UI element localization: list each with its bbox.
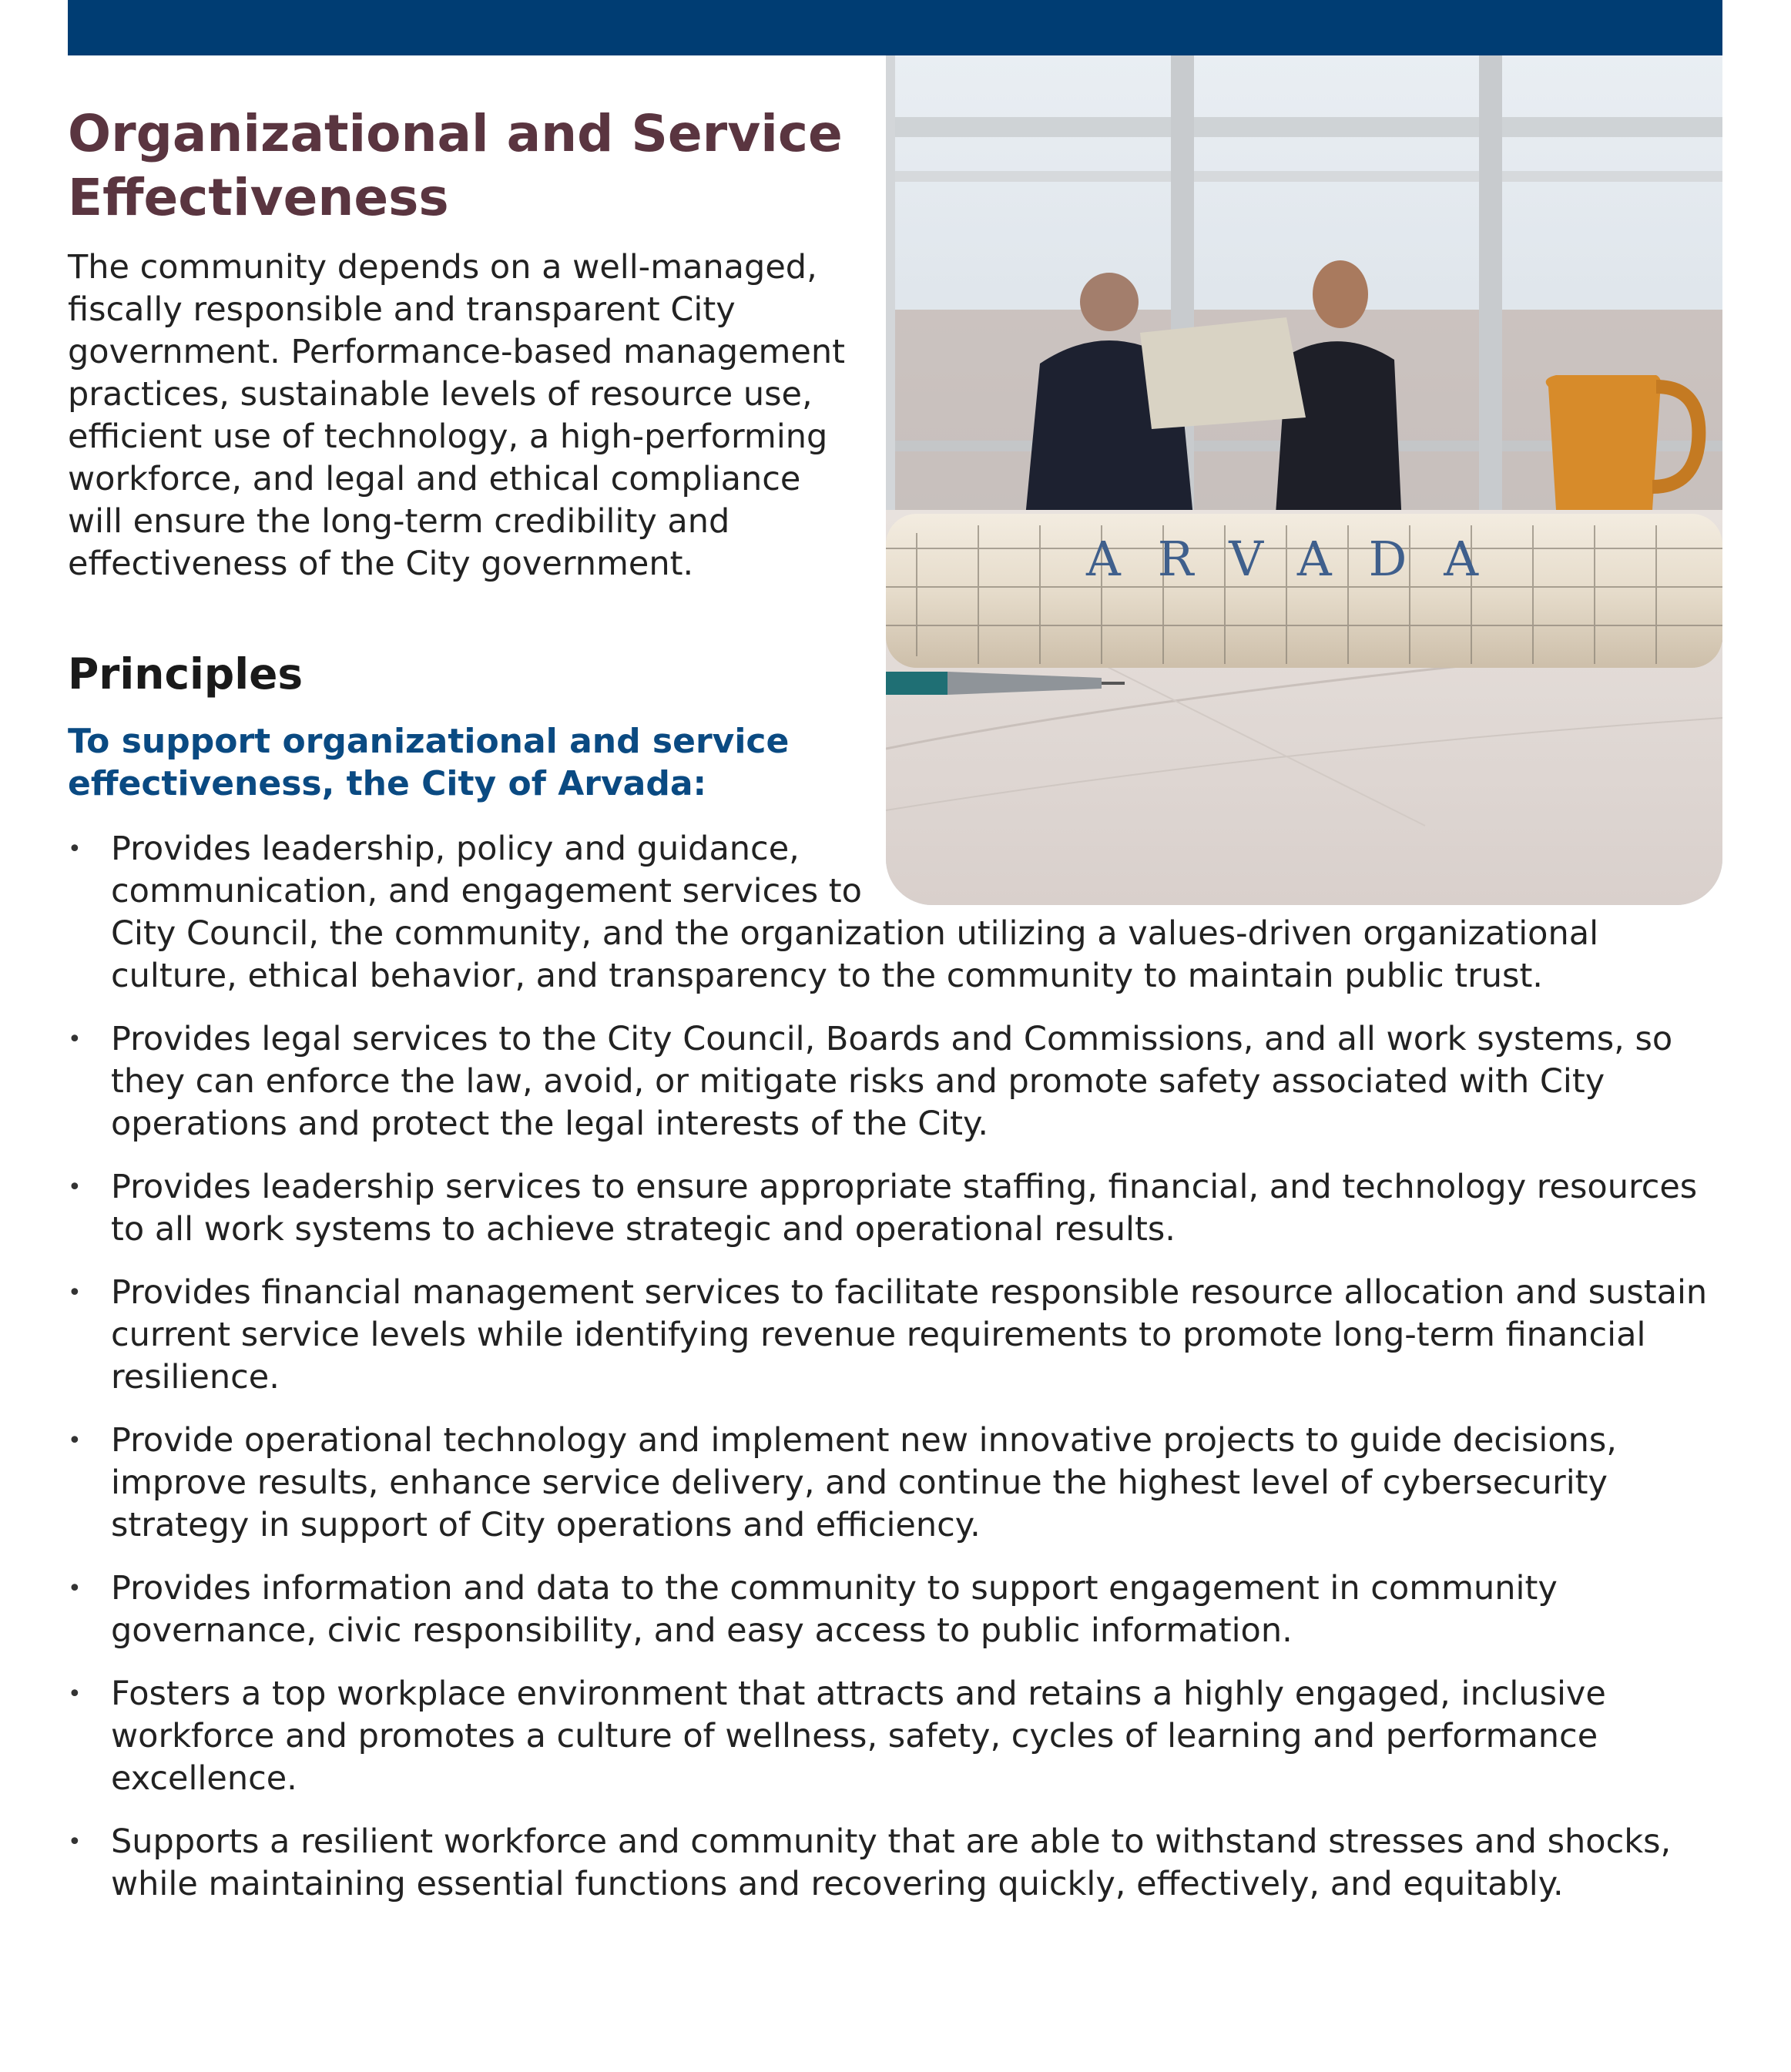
principle-item-4: • Provides financial management services to facilitate responsible resource allocation and sustain current service levels while identifying revenue requirements to promote long-term financial resilience. xyxy=(68,1272,1724,1399)
principles-heading: Principles xyxy=(68,649,304,699)
principles-subheading: To support organizational and service effectiveness, the City of Arvada: xyxy=(68,722,790,803)
principle-item-8: • Supports a resilient workforce and community that are able to withstand stresses and shocks, while maintaining essential functions and recovering quickly, effectively, and equitably. xyxy=(68,1821,1724,1906)
top-banner-bar xyxy=(68,0,1722,55)
principle-item-5: • Provide operational technology and implement new innovative projects to guide decisions, improve results, enhance service delivery, and continue the highest level of cybersecurity strategy in support of City operations and efficiency. xyxy=(68,1420,1724,1547)
photo-wrap-spacer xyxy=(880,828,1724,905)
meeting-photo xyxy=(886,55,1722,905)
principle-item-7: • Fosters a top workplace environment that attracts and retains a highly engaged, inclusive workforce and promotes a culture of wellness, safety, cycles of learning and performance excellence. xyxy=(68,1673,1724,1800)
meeting-photo-illustration xyxy=(886,55,1722,905)
map-label-text: ARVADA xyxy=(1086,531,1516,587)
principle-item-6: • Provides information and data to the community to support engagement in community governance, civic responsibility, and easy access to public information. xyxy=(68,1567,1724,1652)
intro-paragraph: The community depends on a well-managed, fiscally responsible and transparent City government. Performance-based management practices, sustainable levels of resource use, efficient use of technology, a high-performing workforce, and legal and ethical compliance will ensure the long-term credibility and effectiveness of the City government. xyxy=(68,248,845,583)
principles-list xyxy=(68,828,1724,1926)
principle-item-1: • Provides leadership, policy and guidance, communication, and engagement services to City Council, the community, and the organization utilizing a values-driven organizational culture, ethical behavior, and transparency to the community to maintain public trust. xyxy=(68,828,1724,997)
principle-item-3: • Provides leadership services to ensure appropriate staffing, financial, and technology resources to all work systems to achieve strategic and operational results. xyxy=(68,1166,1724,1251)
page-title: Organizational and Service Effectiveness xyxy=(68,104,843,227)
principle-item-2: • Provides legal services to the City Council, Boards and Commissions, and all work systems, so they can enforce the law, avoid, or mitigate risks and promote safety associated with City operations and protect the legal interests of the City. xyxy=(68,1018,1724,1145)
